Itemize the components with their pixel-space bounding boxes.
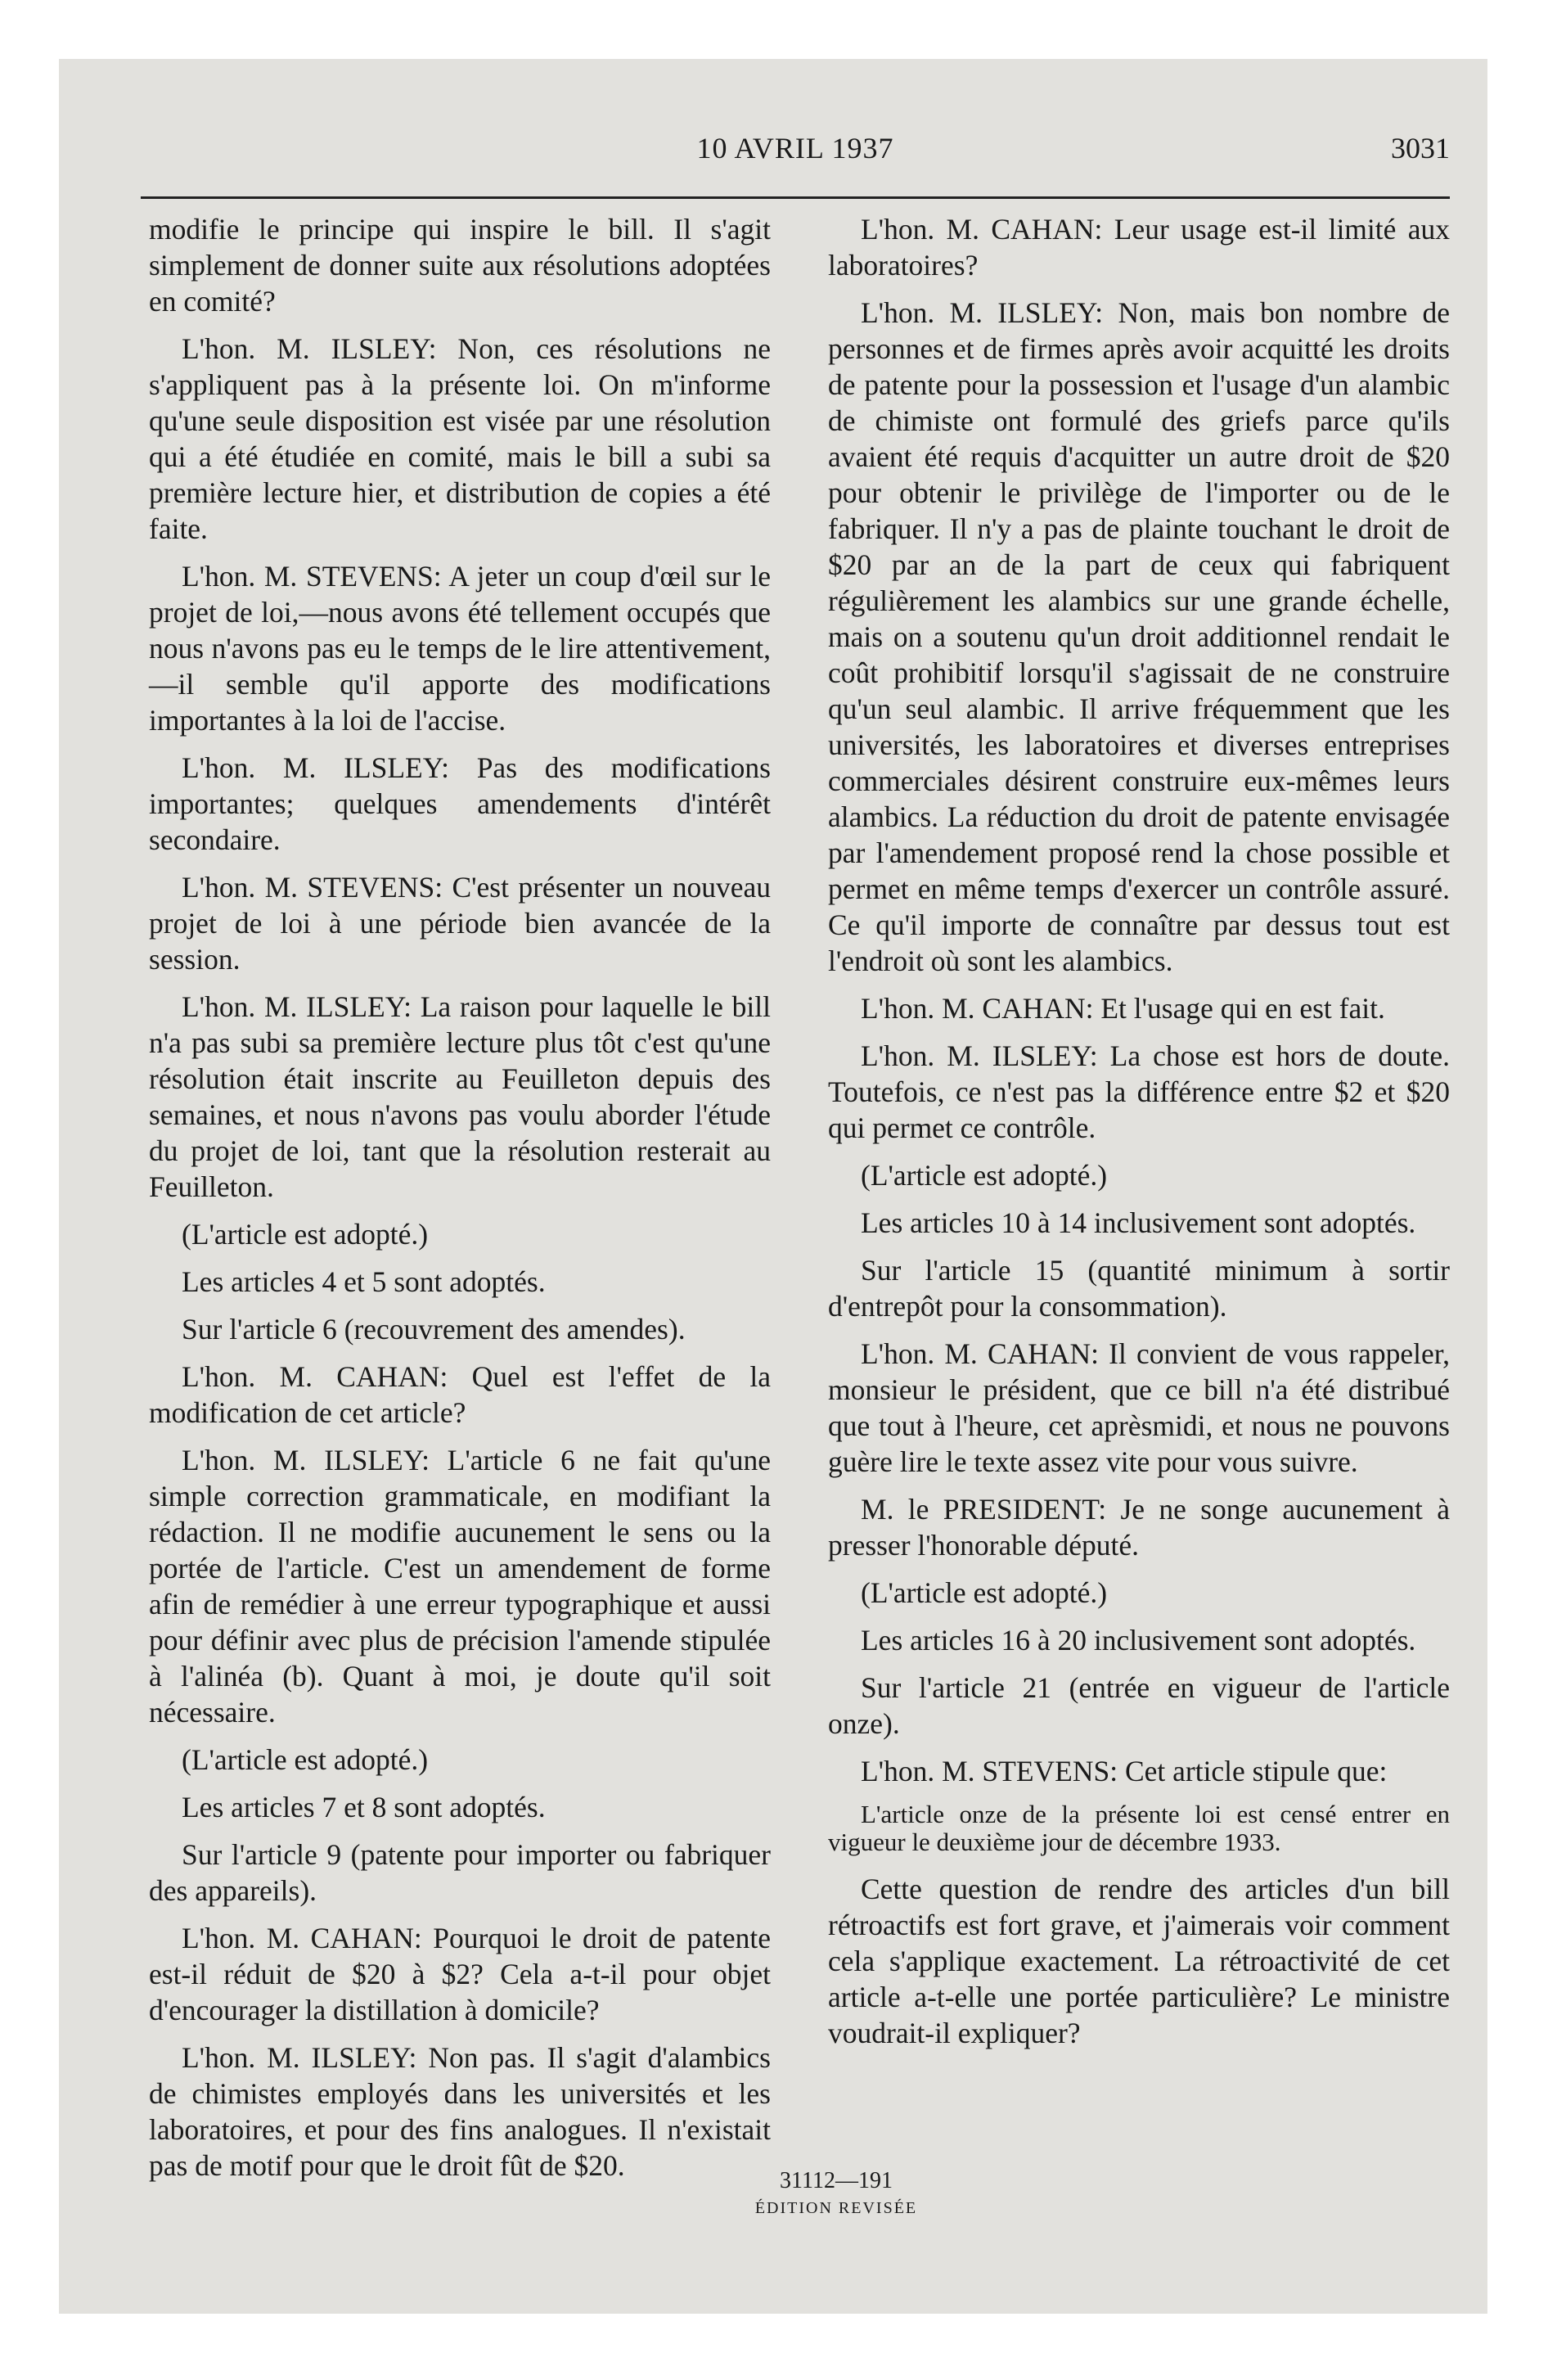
paragraph: L'hon. M. ILSLEY: Non pas. Il s'agit d'alambics de chimistes employés dans les universités et les laboratoires, et pour des fins analogues. Il n'existait pas de motif pour que le droit fût de $20. — [149, 2041, 771, 2182]
left-column — [149, 211, 771, 2195]
paragraph: Sur l'article 21 (entrée en vigueur de l'article onze). — [828, 1671, 1450, 1740]
paragraph: L'hon. M. ILSLEY: L'article 6 ne fait qu'une simple correction grammaticale, en modifiant la rédaction. Il ne modifie aucunement le sens ou la portée de l'article. C'est un amendement de forme afin de remédier à une erreur typographique et aussi pour définir avec plus de précision l'amende stipulée à l'alinéa (b). Quant à moi, je doute qu'il soit nécessaire. — [149, 1444, 771, 1729]
paragraph: Sur l'article 9 (patente pour importer ou fabriquer des appareils). — [149, 1838, 771, 1907]
paragraph: Les articles 7 et 8 sont adoptés. — [182, 1791, 546, 1823]
header-rule — [141, 196, 1450, 199]
paragraph: L'hon. M. CAHAN: Et l'usage qui en est fait. — [861, 992, 1385, 1025]
page-number: 3031 — [1391, 132, 1450, 165]
paragraph: Sur l'article 15 (quantité minimum à sortir d'entrepôt pour la consommation). — [828, 1254, 1450, 1323]
paragraph: (L'article est adopté.) — [182, 1743, 429, 1776]
paragraph: L'hon. M. ILSLEY: La chose est hors de doute. Toutefois, ce n'est pas la différence entre $2 et $20 qui permet ce contrôle. — [828, 1039, 1450, 1144]
print-code: 31112—191 — [780, 2168, 893, 2193]
edition-label: ÉDITION REVISÉE — [754, 2199, 918, 2217]
paragraph: Sur l'article 6 (recouvrement des amendes). — [182, 1313, 686, 1346]
page-header — [141, 131, 1450, 180]
block-quote: L'article onze de la présente loi est censé entrer en vigueur le deuxième jour de décembre 1933. — [828, 1800, 1450, 1856]
page-sheet — [59, 59, 1487, 2314]
paragraph: L'hon. M. CAHAN: Leur usage est-il limité aux laboratoires? — [828, 213, 1450, 282]
right-column — [828, 211, 1450, 2062]
paragraph: modifie le principe qui inspire le bill. Il s'agit simplement de donner suite aux résolutions adoptées en comité? — [149, 213, 771, 318]
paragraph: (L'article est adopté.) — [861, 1576, 1108, 1609]
paragraph: L'hon. M. STEVENS: A jeter un coup d'œil sur le projet de loi,—nous avons été tellement occupés que nous n'avons pas eu le temps de le lire attentivement,—il semble qu'il apporte des modifications importantes à la loi de l'accise. — [149, 560, 771, 737]
page-footer — [713, 2166, 959, 2220]
paragraph: L'hon. M. CAHAN: Il convient de vous rappeler, monsieur le président, que ce bill n'a été distribué que tout à l'heure, cet aprèsmidi, et nous ne pouvons guère lire le texte assez vite pour vous suivre. — [828, 1337, 1450, 1478]
paragraph: L'hon. M. ILSLEY: Non, mais bon nombre de personnes et de firmes après avoir acquitté les droits de patente pour la possession et l'usage d'un alambic de chimiste ont formulé des griefs parce qu'ils avaient été requis d'acquitter un autre droit de $20 pour obtenir le privilège de l'importer ou de le fabriquer. Il n'y a pas de plainte touchant le droit de $20 par an de la part de ceux qui fabriquent régulièrement les alambics sur une grande échelle, mais on a soutenu qu'un droit additionnel rendait le coût prohibitif lorsqu'il s'agissait de ne construire qu'un seul alambic. Il arrive fréquemment que les universités, les laboratoires et diverses entreprises commerciales désirent construire eux-mêmes leurs alambics. La réduction du droit de patente envisagée par l'amendement proposé rend la chose possible et permet en même temps d'exercer un contrôle assuré. Ce qu'il importe de connaître par dessus tout est l'endroit où sont les alambics. — [828, 296, 1450, 977]
paragraph: L'hon. M. ILSLEY: Pas des modifications importantes; quelques amendements d'intérêt secondaire. — [149, 751, 771, 856]
paragraph: (L'article est adopté.) — [861, 1159, 1108, 1192]
paragraph: L'hon. M. CAHAN: Quel est l'effet de la modification de cet article? — [149, 1360, 771, 1429]
paragraph: L'hon. M. CAHAN: Pourquoi le droit de patente est-il réduit de $20 à $2? Cela a-t-il pour objet d'encourager la distillation à domicile? — [149, 1922, 771, 2026]
paragraph: Les articles 16 à 20 inclusivement sont adoptés. — [861, 1624, 1416, 1657]
paragraph: L'hon. M. ILSLEY: La raison pour laquelle le bill n'a pas subi sa première lecture plus tôt c'est qu'une résolution était inscrite au Feuilleton depuis des semaines, et nous n'avons pas voulu aborder l'étude du projet de loi, tant que la résolution resterait au Feuilleton. — [149, 990, 771, 1203]
paragraph: (L'article est adopté.) — [182, 1218, 429, 1251]
paragraph: Les articles 4 et 5 sont adoptés. — [182, 1265, 546, 1298]
header-date: 10 AVRIL 1937 — [696, 132, 894, 165]
paragraph: Cette question de rendre des articles d'un bill rétroactifs est fort grave, et j'aimerais voir comment cela s'applique exactement. La rétroactivité de cet article a-t-elle une portée particulière? Le ministre voudrait-il expliquer? — [828, 1873, 1450, 2049]
paragraph: L'hon. M. ILSLEY: Non, ces résolutions ne s'appliquent pas à la présente loi. On m'informe qu'une seule disposition est visée par une résolution qui a été étudiée en comité, mais le bill a subi sa première lecture hier, et distribution de copies a été faite. — [149, 332, 771, 545]
paragraph: Les articles 10 à 14 inclusivement sont adoptés. — [861, 1206, 1416, 1239]
paragraph: M. le PRESIDENT: Je ne songe aucunement à presser l'honorable député. — [828, 1493, 1450, 1562]
paragraph: L'hon. M. STEVENS: Cet article stipule que: — [861, 1755, 1388, 1787]
paragraph: L'hon. M. STEVENS: C'est présenter un nouveau projet de loi à une période bien avancée de la session. — [149, 871, 771, 976]
